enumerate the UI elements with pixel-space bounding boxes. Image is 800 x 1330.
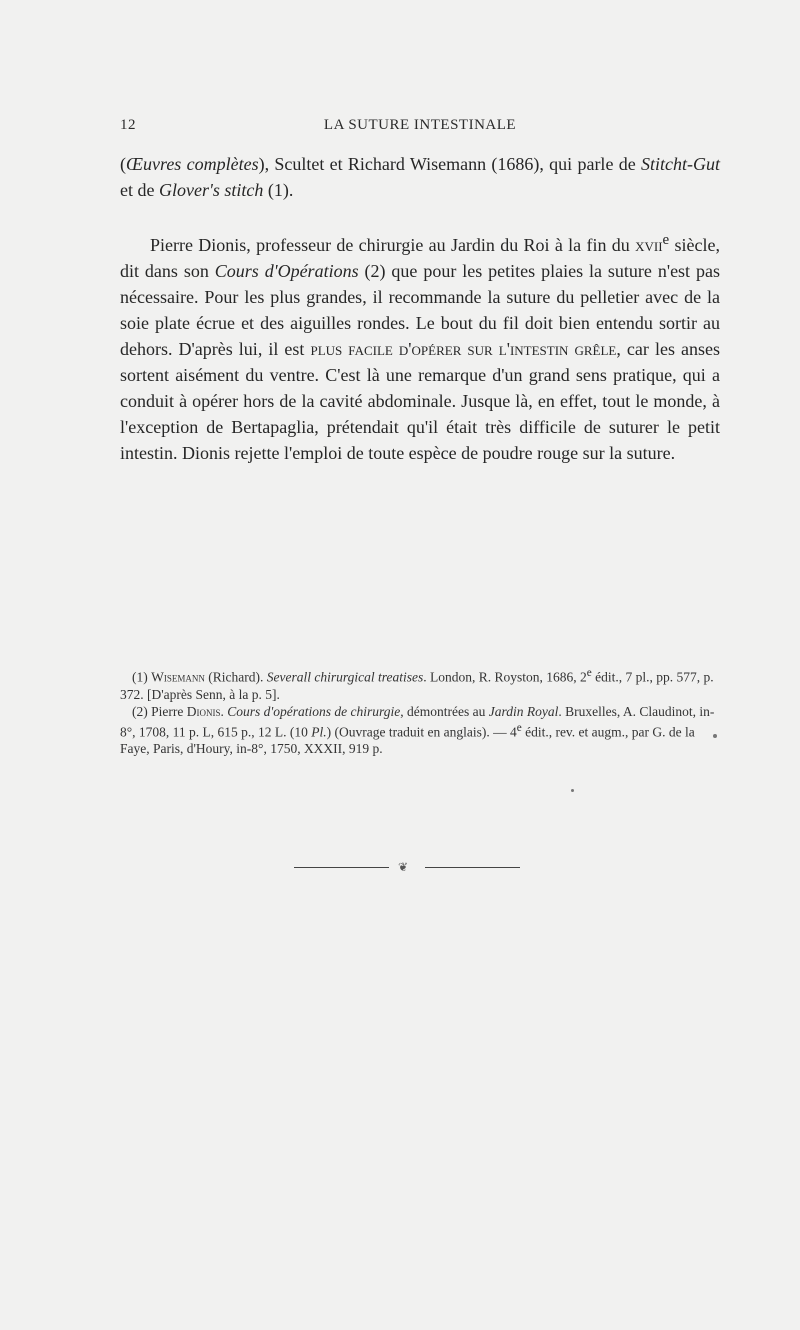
superscript: e xyxy=(516,721,522,734)
small-caps-emphasis: plus facile d'opérer sur l'intestin grêle xyxy=(310,339,617,359)
text-span: (2) que pour les petites plaies la suture n'est pas nécessaire. Pour les plus grandes, il recommande la suture du pelletier avec de la soie plate écrue et des aiguilles rondes. Le bout du fil doit bien entendu sortir au dehors. D'après lui, il est xyxy=(120,261,720,359)
footnote-author: Dionis xyxy=(186,703,221,719)
footnote-title: Severall chirurgical treatises xyxy=(266,669,424,685)
page-header xyxy=(120,117,720,137)
text-span: édit., 7 pl., pp. 577, p. 372. [D'après Senn, à la p. 5]. xyxy=(120,669,714,702)
text-span: , car les anses sortent aisément du ventre. C'est là une remarque d'un grand sens pratique, qui a conduit à opérer hors de la cavité abdominale. Jusque là, en effet, tout le monde, à l'exception de Bertapaglia, prétendait qu'il était très difficile de suturer le petit intestin. Dionis rejette l'emploi de toute espèce de poudre rouge sur la suture. xyxy=(120,339,720,463)
text-span: Pierre Dionis, professeur de chirurgie au Jardin du Roi à la fin du xyxy=(150,235,636,255)
paper-speck xyxy=(713,734,717,738)
footnote-title: Cours d'opérations de chirurgie xyxy=(227,703,401,719)
ornament-line-right xyxy=(425,867,520,868)
footnote-2 xyxy=(120,703,720,758)
footnote-author: Wisemann xyxy=(151,669,205,685)
text-span: ) (Ouvrage traduit en anglais). — 4 xyxy=(326,724,517,739)
ornament-line-left xyxy=(294,867,389,868)
text-span: . London, R. Royston, 1686, 2 xyxy=(423,669,587,685)
text-span: siècle, dit dans son xyxy=(120,235,720,281)
italic-term: Glover's stitch xyxy=(158,180,264,200)
paragraph-2 xyxy=(120,227,720,466)
italic-title: Œuvres complètes xyxy=(126,154,259,174)
text-span: (1). xyxy=(263,180,294,200)
running-title: LA SUTURE INTESTINALE xyxy=(323,117,517,133)
text-span: . Bruxelles, A. Claudinot, in-8°, 1708, 11 p. L, 615 p., 12 L. (10 xyxy=(120,703,715,739)
footnote-number: (2) Pierre xyxy=(132,703,187,719)
text-span: , démontrées au xyxy=(400,703,489,719)
text-span: (Richard). xyxy=(204,669,267,685)
superscript: e xyxy=(586,667,592,679)
footnotes xyxy=(120,665,720,757)
text-span: ( xyxy=(120,154,126,174)
superscript: e xyxy=(662,232,670,248)
italic-term: Stitcht-Gut xyxy=(641,154,720,174)
paragraph-1 xyxy=(120,151,720,203)
italic-title: Cours d'Opérations xyxy=(214,261,359,281)
text-span: ), Scultet et Richard Wisemann (1686), qui parle de xyxy=(258,154,641,174)
page-number: 12 xyxy=(120,117,136,133)
footnote-title: Jardin Royal xyxy=(488,703,559,719)
footnote-1 xyxy=(120,665,720,703)
footnote-number: (1) xyxy=(132,669,152,685)
footnote-plates: Pl. xyxy=(311,724,327,739)
fleuron-icon: ❦ xyxy=(398,860,409,874)
text-span: . xyxy=(220,703,228,719)
body-text xyxy=(120,151,720,466)
text-span: édit., rev. et augm., par G. de la Faye, Paris, d'Houry, in-8°, 1750, XXXII, 919 p. xyxy=(120,724,695,756)
paper-speck xyxy=(571,789,574,792)
end-ornament xyxy=(294,858,520,878)
century-numeral: xvii xyxy=(635,235,663,255)
text-span: et de xyxy=(120,180,159,200)
